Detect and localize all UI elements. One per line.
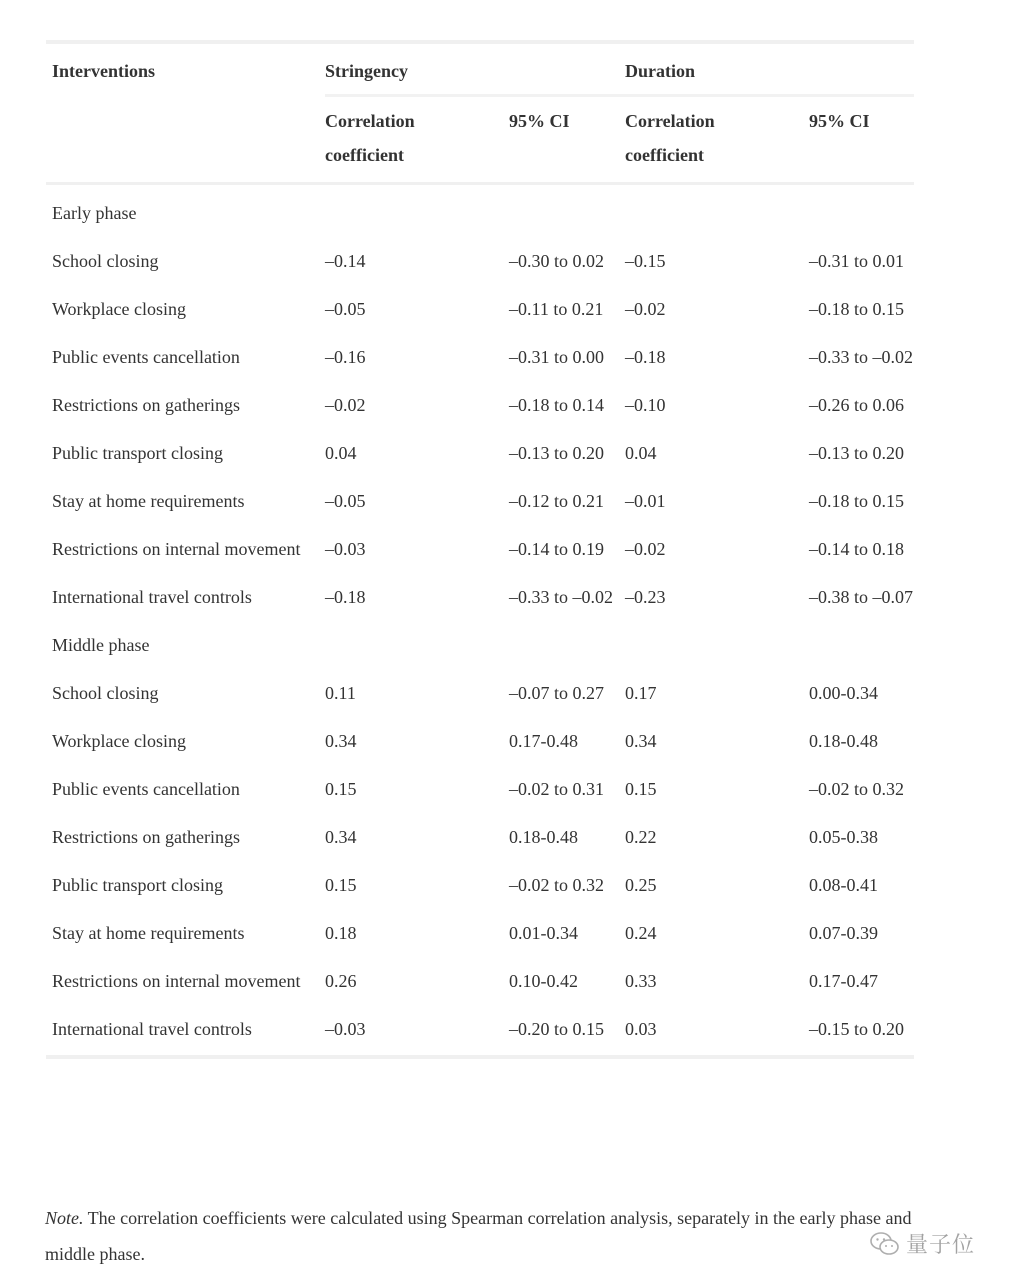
- intervention-name-cell: Workplace closing: [52, 299, 187, 319]
- duration-corr-cell: 0.04: [625, 443, 657, 463]
- stringency-corr-cell: –0.02: [325, 395, 366, 415]
- stringency-corr-cell: 0.18: [325, 923, 357, 943]
- stringency-corr-cell: 0.15: [325, 875, 357, 895]
- intervention-name-cell: School closing: [52, 683, 159, 703]
- intervention-name-cell: Restrictions on internal movement: [52, 971, 301, 991]
- wechat-icon: [870, 1231, 900, 1257]
- intervention-name-cell: International travel controls: [52, 1019, 252, 1039]
- duration-corr-cell: 0.24: [625, 923, 657, 943]
- duration-ci-cell: –0.38 to –0.07: [809, 587, 914, 607]
- stringency-corr-cell: 0.34: [325, 731, 357, 751]
- duration-ci-cell: 0.18-0.48: [809, 731, 878, 751]
- stringency-corr-cell: 0.04: [325, 443, 357, 463]
- stringency-corr-cell: –0.03: [325, 539, 366, 559]
- table-row: [46, 717, 914, 765]
- duration-ci-cell: –0.31 to 0.01: [809, 251, 905, 271]
- stringency-ci-cell: 0.17-0.48: [509, 731, 578, 751]
- duration-ci-cell: 0.00-0.34: [809, 683, 878, 703]
- note-text: The correlation coefficients were calculated using Spearman correlation analysis, separately in the early phase and middle phase.: [45, 1208, 912, 1264]
- intervention-name-cell: School closing: [52, 251, 159, 271]
- stringency-ci-cell: –0.14 to 0.19: [509, 539, 605, 559]
- intervention-name-cell: Restrictions on internal movement: [52, 539, 301, 559]
- stringency-ci-cell: –0.13 to 0.20: [509, 443, 605, 463]
- table-row: [46, 1005, 914, 1053]
- duration-corr-cell: –0.02: [625, 539, 666, 559]
- section-row: [46, 189, 914, 237]
- duration-ci-cell: 0.17-0.47: [809, 971, 878, 991]
- stringency-corr-cell: 0.34: [325, 827, 357, 847]
- intervention-name-cell: Workplace closing: [52, 731, 187, 751]
- stringency-corr-cell: –0.05: [325, 491, 366, 511]
- stringency-ci-cell: –0.12 to 0.21: [509, 491, 605, 511]
- stringency-corr-cell: 0.26: [325, 971, 357, 991]
- intervention-name-cell: International travel controls: [52, 587, 252, 607]
- intervention-name-cell: Restrictions on gatherings: [52, 827, 240, 847]
- header-sub-rule: [325, 94, 914, 97]
- duration-ci-cell: –0.18 to 0.15: [809, 299, 905, 319]
- stringency-ci-cell: –0.20 to 0.15: [509, 1019, 605, 1039]
- stringency-ci-cell: 0.10-0.42: [509, 971, 578, 991]
- stringency-ci-cell: –0.02 to 0.31: [509, 779, 605, 799]
- table-row: [46, 765, 914, 813]
- duration-corr-cell: –0.18: [625, 347, 666, 367]
- table-subheader-row: [46, 98, 914, 182]
- duration-ci-cell: –0.13 to 0.20: [809, 443, 905, 463]
- stringency-ci-cell: –0.18 to 0.14: [509, 395, 605, 415]
- section-row: [46, 621, 914, 669]
- stringency-ci-cell: 0.01-0.34: [509, 923, 578, 943]
- duration-corr-cell: 0.34: [625, 731, 657, 751]
- duration-corr-cell: 0.33: [625, 971, 657, 991]
- watermark: [870, 1228, 975, 1259]
- stringency-corr-cell: –0.16: [325, 347, 366, 367]
- table-row: [46, 861, 914, 909]
- intervention-name-cell: Stay at home requirements: [52, 923, 245, 943]
- duration-ci-cell: –0.33 to –0.02: [809, 347, 914, 367]
- table-row: [46, 573, 914, 621]
- stringency-ci-cell: –0.31 to 0.00: [509, 347, 605, 367]
- duration-corr-cell: 0.17: [625, 683, 657, 703]
- duration-ci-cell: –0.26 to 0.06: [809, 395, 905, 415]
- note-label: Note.: [45, 1208, 84, 1228]
- table-row: [46, 285, 914, 333]
- stringency-corr-cell: –0.18: [325, 587, 366, 607]
- table-header-row: [46, 44, 914, 98]
- intervention-name-cell: Restrictions on gatherings: [52, 395, 240, 415]
- subheader-duration-ci: 95% CI: [809, 111, 870, 131]
- stringency-corr-cell: 0.15: [325, 779, 357, 799]
- table-body: [46, 185, 914, 1053]
- watermark-text: 量子位: [906, 1233, 976, 1258]
- table-row: [46, 429, 914, 477]
- table-bottom-rule: [46, 1055, 914, 1059]
- table-row: [46, 957, 914, 1005]
- subheader-duration-corr: Correlation coefficient: [625, 111, 715, 165]
- table-row: [46, 333, 914, 381]
- section-label: Early phase: [52, 203, 137, 223]
- duration-corr-cell: 0.22: [625, 827, 657, 847]
- intervention-name-cell: Public events cancellation: [52, 779, 240, 799]
- stringency-ci-cell: –0.07 to 0.27: [509, 683, 605, 703]
- duration-ci-cell: –0.18 to 0.15: [809, 491, 905, 511]
- duration-corr-cell: –0.10: [625, 395, 666, 415]
- stringency-corr-cell: –0.14: [325, 251, 366, 271]
- table-row: [46, 813, 914, 861]
- stringency-ci-cell: –0.30 to 0.02: [509, 251, 605, 271]
- duration-corr-cell: –0.23: [625, 587, 666, 607]
- subheader-stringency-ci: 95% CI: [509, 111, 570, 131]
- table-row: [46, 525, 914, 573]
- intervention-name-cell: Public transport closing: [52, 875, 223, 895]
- stringency-ci-cell: –0.33 to –0.02: [509, 587, 614, 607]
- table-row: [46, 477, 914, 525]
- subheader-stringency-corr: Correlation coefficient: [325, 111, 415, 165]
- duration-corr-cell: –0.02: [625, 299, 666, 319]
- table-row: [46, 381, 914, 429]
- duration-corr-cell: –0.15: [625, 251, 666, 271]
- intervention-name-cell: Public events cancellation: [52, 347, 240, 367]
- header-duration: Duration: [625, 61, 696, 81]
- duration-ci-cell: –0.15 to 0.20: [809, 1019, 905, 1039]
- duration-corr-cell: 0.15: [625, 779, 657, 799]
- intervention-name-cell: Stay at home requirements: [52, 491, 245, 511]
- intervention-name-cell: Public transport closing: [52, 443, 223, 463]
- table-note: [45, 1200, 925, 1272]
- table-row: [46, 909, 914, 957]
- duration-corr-cell: 0.25: [625, 875, 657, 895]
- duration-ci-cell: –0.14 to 0.18: [809, 539, 905, 559]
- stringency-corr-cell: 0.11: [325, 683, 356, 703]
- section-label: Middle phase: [52, 635, 150, 655]
- duration-ci-cell: 0.07-0.39: [809, 923, 878, 943]
- duration-ci-cell: 0.05-0.38: [809, 827, 878, 847]
- duration-ci-cell: –0.02 to 0.32: [809, 779, 905, 799]
- stringency-ci-cell: –0.02 to 0.32: [509, 875, 605, 895]
- stringency-ci-cell: –0.11 to 0.21: [509, 299, 604, 319]
- duration-corr-cell: –0.01: [625, 491, 666, 511]
- stringency-ci-cell: 0.18-0.48: [509, 827, 578, 847]
- stringency-corr-cell: –0.05: [325, 299, 366, 319]
- correlation-table: [46, 40, 914, 1059]
- duration-ci-cell: 0.08-0.41: [809, 875, 878, 895]
- duration-corr-cell: 0.03: [625, 1019, 657, 1039]
- table-row: [46, 237, 914, 285]
- stringency-corr-cell: –0.03: [325, 1019, 366, 1039]
- header-interventions: Interventions: [52, 61, 155, 81]
- header-stringency: Stringency: [325, 61, 408, 81]
- table-row: [46, 669, 914, 717]
